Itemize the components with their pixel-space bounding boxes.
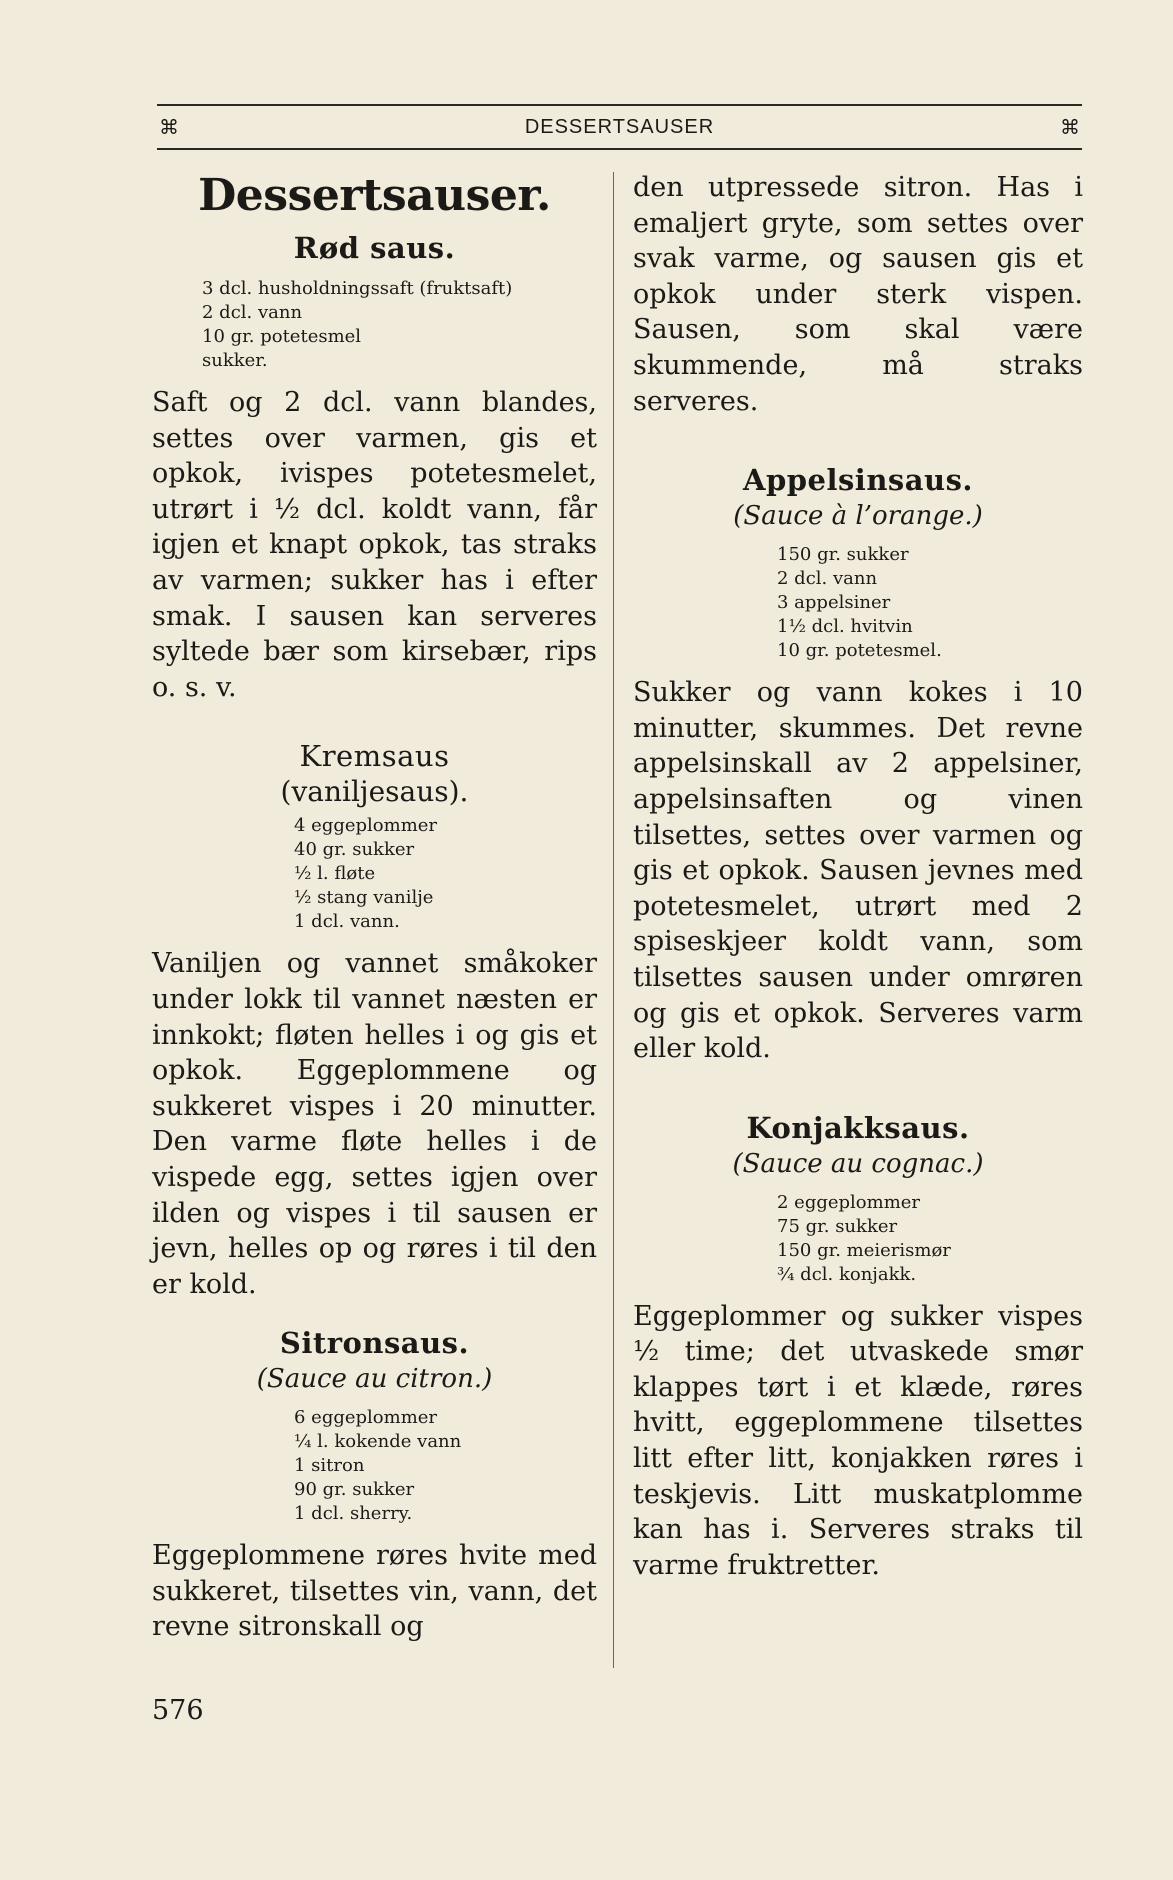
column-divider [613,172,614,1668]
recipe-subtitle: (Sauce au citron.) [256,1364,493,1395]
ingredient: 1 sitron [294,1455,365,1477]
recipe-instructions: Eggeplommer og sukker vispes ½ time; det utvaskede smør klappes tørt i et klæde, røres hvitt, eggeplommene tilsettes litt efter litt, konjakken røres i teskjevis. Litt muskatplomme kan has i. Serveres straks til varme fruktretter. [633,1300,1083,1581]
ingredient: 90 gr. sukker [294,1479,415,1501]
ingredient: 40 gr. sukker [294,839,415,861]
ingredient-list [152,1406,597,1526]
ingredient: ¾ dcl. konjakk. [777,1263,917,1285]
ornament-icon: ⌘ [1060,115,1080,139]
ingredient: 1½ dcl. hvitvin [777,616,913,638]
recipe-sitronsaus [152,1326,597,1645]
ingredient: sukker. [202,350,268,371]
ingredient: 3 appelsiner [777,592,891,614]
ingredient: 2 dcl. vann [777,568,878,590]
recipe-title: Rød saus. [293,231,456,265]
ingredient-list [633,1191,1083,1287]
ornament-icon: ⌘ [159,115,179,139]
recipe-konjakksaus [633,1111,1083,1584]
ingredient: ½ l. fløte [294,863,376,885]
recipe-appelsinsaus [633,463,1083,1067]
page-number: 576 [152,1695,204,1726]
ingredient: 2 dcl. vann [202,302,303,323]
running-header-title: DESSERTSAUSER [524,115,715,138]
ingredient: ¼ l. kokende vann [294,1431,462,1453]
ingredient: ½ stang vanilje [294,887,434,909]
left-column [152,170,597,1645]
ingredient: 75 gr. sukker [777,1215,898,1237]
ingredient: 4 eggeplommer [294,815,438,837]
ingredient: 6 eggeplommer [294,1407,438,1429]
ingredient: 1 dcl. vann. [294,911,400,933]
ingredient: 10 gr. potetesmel. [777,640,942,662]
recipe-instructions-continued: den utpressede sitron. Has i emaljert gryte, som settes over svak varme, og sausen gis et opkok under sterk vispen. Sausen, som skal være skummende, må straks serveres. [633,172,1083,417]
ingredient-list [152,277,597,373]
running-header [157,104,1082,150]
page-title: Dessertsauser. [198,170,551,221]
ingredient-list [152,814,597,934]
ingredient: 1 dcl. sherry. [294,1503,413,1525]
recipe-kremsaus [152,739,597,1302]
right-column [633,170,1083,1583]
ingredient: 2 eggeplommer [777,1191,921,1213]
ingredient: 10 gr. potetesmel [202,326,362,347]
recipe-title: Kremsaus [299,739,450,774]
recipe-instructions: Saft og 2 dcl. vann blandes, settes over varmen, gis et opkok, ivispes potetesmelet, utrørt i ½ dcl. koldt vann, får igjen et knapt opkok, tas straks av varmen; sukker has i efter smak. I sausen kan serveres syltede bær som kirsebær, rips o. s. v. [152,387,597,703]
recipe-title: Sitronsaus. [279,1326,470,1361]
recipe-rod-saus [152,231,597,705]
recipe-subtitle: (vaniljesaus). [280,775,469,809]
recipe-title: Konjakksaus. [746,1110,970,1145]
recipe-title: Appelsinsaus. [742,463,974,498]
ingredient: 150 gr. meierismør [777,1239,951,1261]
ingredient-list [633,543,1083,663]
recipe-subtitle: (Sauce à l’orange.) [733,501,983,532]
recipe-instructions: Sukker og vann kokes i 10 minutter, skummes. Det revne appelsinskall av 2 appelsiner, appelsinsaften og vinen tilsettes, settes over varmen og gis et opkok. Sausen jevnes med potetesmelet, utrørt med 2 spiseskjeer koldt vann, som tilsettes sausen under omrøren og gis et opkok. Serveres varm eller kold. [633,677,1083,1065]
ingredient: 3 dcl. husholdningssaft (fruktsaft) [202,278,513,299]
recipe-subtitle: (Sauce au cognac.) [732,1148,984,1179]
recipe-instructions: Vaniljen og vannet småkoker under lokk til vannet næsten er innkokt; fløten helles i og gis et opkok. Eggeplommene og sukkeret vispes i 20 minutter. Den varme fløte helles i de vispede egg, settes igjen over ilden og vispes i til sausen er jevn, helles op og røres i til den er kold. [152,948,597,1300]
recipe-instructions: Eggeplommene røres hvite med sukkeret, tilsettes vin, vann, det revne sitronskall og [152,1540,597,1643]
ingredient: 150 gr. sukker [777,544,909,566]
